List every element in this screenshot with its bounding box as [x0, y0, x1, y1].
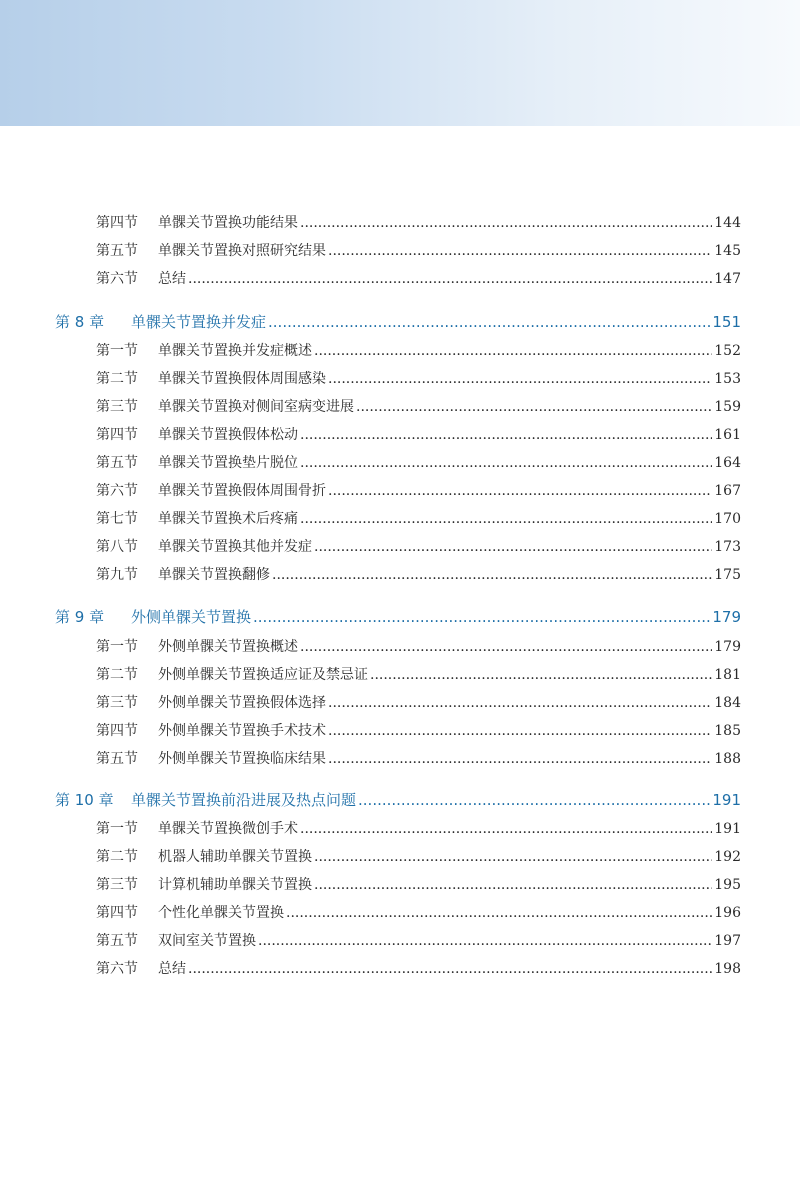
- leader-dots: [253, 608, 710, 626]
- entry-page: 145: [714, 243, 741, 259]
- entry-title: 双间室关节置换: [158, 933, 256, 949]
- entry-number: 第六节: [96, 271, 138, 287]
- entry-title: 总结: [158, 271, 186, 287]
- leader-dots: [300, 639, 712, 655]
- entry-title: 单髁关节置换对照研究结果: [158, 243, 326, 259]
- entry-number: 第四节: [96, 215, 138, 231]
- entry-page: 184: [714, 695, 741, 711]
- toc-chapter[interactable]: [55, 789, 741, 810]
- toc-entry[interactable]: [96, 902, 741, 922]
- entry-number: 第五节: [96, 243, 138, 259]
- entry-number: 第五节: [96, 933, 138, 949]
- leader-dots: [370, 667, 712, 683]
- leader-dots: [328, 751, 712, 767]
- entry-title: 单髁关节置换对侧间室病变进展: [158, 399, 354, 415]
- entry-page: 197: [714, 933, 741, 949]
- entry-title: 机器人辅助单髁关节置换: [158, 849, 312, 865]
- toc-entry[interactable]: [96, 564, 741, 584]
- leader-dots: [328, 371, 712, 387]
- chapter-page: 191: [712, 791, 741, 809]
- toc-entry[interactable]: [96, 958, 741, 978]
- entry-number: 第四节: [96, 723, 138, 739]
- entry-title: 单髁关节置换功能结果: [158, 215, 298, 231]
- entry-number: 第四节: [96, 427, 138, 443]
- entry-number: 第一节: [96, 343, 138, 359]
- entry-number: 第七节: [96, 511, 138, 527]
- entry-title: 单髁关节置换假体松动: [158, 427, 298, 443]
- toc-entry[interactable]: [96, 846, 741, 866]
- entry-title: 单髁关节置换微创手术: [158, 821, 298, 837]
- toc-entry[interactable]: [96, 508, 741, 528]
- chapter-title: 单髁关节置换前沿进展及热点问题: [131, 791, 357, 809]
- entry-number: 第六节: [96, 961, 138, 977]
- entry-page: 161: [714, 427, 741, 443]
- toc-entry[interactable]: [96, 480, 741, 500]
- leader-dots: [358, 791, 710, 809]
- header-banner: [0, 0, 800, 126]
- toc-entry[interactable]: [96, 424, 741, 444]
- leader-dots: [188, 961, 712, 977]
- entry-page: 192: [714, 849, 741, 865]
- entry-number: 第八节: [96, 539, 138, 555]
- leader-dots: [300, 215, 712, 231]
- toc-chapter[interactable]: [55, 606, 741, 627]
- leader-dots: [314, 877, 712, 893]
- leader-dots: [272, 567, 712, 583]
- entry-title: 单髁关节置换假体周围感染: [158, 371, 326, 387]
- toc-entry[interactable]: [96, 720, 741, 740]
- chapter-number: 第 10 章: [55, 791, 114, 809]
- entry-page: 179: [714, 639, 741, 655]
- toc-entry[interactable]: [96, 368, 741, 388]
- toc-entry[interactable]: [96, 536, 741, 556]
- toc-entry[interactable]: [96, 664, 741, 684]
- toc-entry[interactable]: [96, 692, 741, 712]
- entry-page: 198: [714, 961, 741, 977]
- toc-entry[interactable]: [96, 636, 741, 656]
- toc-entry[interactable]: [96, 748, 741, 768]
- entry-title: 外侧单髁关节置换假体选择: [158, 695, 326, 711]
- toc-entry[interactable]: [96, 268, 741, 288]
- toc-entry[interactable]: [96, 240, 741, 260]
- toc-chapter[interactable]: [55, 311, 741, 332]
- entry-page: 153: [714, 371, 741, 387]
- entry-number: 第五节: [96, 751, 138, 767]
- leader-dots: [356, 399, 712, 415]
- leader-dots: [314, 849, 712, 865]
- entry-number: 第三节: [96, 877, 138, 893]
- entry-number: 第一节: [96, 639, 138, 655]
- leader-dots: [300, 511, 712, 527]
- leader-dots: [300, 821, 712, 837]
- entry-page: 159: [714, 399, 741, 415]
- leader-dots: [300, 427, 712, 443]
- entry-page: 181: [714, 667, 741, 683]
- entry-title: 个性化单髁关节置换: [158, 905, 284, 921]
- toc-entry[interactable]: [96, 818, 741, 838]
- chapter-number: 第 8 章: [55, 313, 105, 331]
- leader-dots: [328, 723, 712, 739]
- entry-title: 单髁关节置换术后疼痛: [158, 511, 298, 527]
- entry-title: 单髁关节置换垫片脱位: [158, 455, 298, 471]
- leader-dots: [268, 313, 710, 331]
- entry-page: 173: [714, 539, 741, 555]
- entry-page: 195: [714, 877, 741, 893]
- leader-dots: [328, 483, 712, 499]
- entry-number: 第二节: [96, 371, 138, 387]
- leader-dots: [300, 455, 712, 471]
- toc-entry[interactable]: [96, 212, 741, 232]
- toc-entry[interactable]: [96, 930, 741, 950]
- leader-dots: [258, 933, 712, 949]
- leader-dots: [314, 539, 712, 555]
- toc-entry[interactable]: [96, 396, 741, 416]
- entry-page: 188: [714, 751, 741, 767]
- toc-entry[interactable]: [96, 340, 741, 360]
- entry-title: 外侧单髁关节置换概述: [158, 639, 298, 655]
- entry-page: 185: [714, 723, 741, 739]
- entry-title: 单髁关节置换并发症概述: [158, 343, 312, 359]
- leader-dots: [314, 343, 712, 359]
- leader-dots: [188, 271, 712, 287]
- entry-title: 计算机辅助单髁关节置换: [158, 877, 312, 893]
- leader-dots: [328, 695, 712, 711]
- entry-title: 外侧单髁关节置换临床结果: [158, 751, 326, 767]
- entry-number: 第三节: [96, 695, 138, 711]
- entry-page: 167: [714, 483, 741, 499]
- entry-title: 外侧单髁关节置换手术技术: [158, 723, 326, 739]
- chapter-page: 179: [712, 608, 741, 626]
- chapter-title: 外侧单髁关节置换: [131, 608, 252, 626]
- entry-number: 第四节: [96, 905, 138, 921]
- chapter-page: 151: [712, 313, 741, 331]
- toc-entry[interactable]: [96, 452, 741, 472]
- entry-page: 175: [714, 567, 741, 583]
- entry-page: 191: [714, 821, 741, 837]
- entry-number: 第九节: [96, 567, 138, 583]
- entry-number: 第二节: [96, 667, 138, 683]
- entry-number: 第五节: [96, 455, 138, 471]
- entry-title: 单髁关节置换翻修: [158, 567, 270, 583]
- entry-page: 170: [714, 511, 741, 527]
- chapter-title: 单髁关节置换并发症: [131, 313, 267, 331]
- entry-title: 外侧单髁关节置换适应证及禁忌证: [158, 667, 368, 683]
- entry-title: 总结: [158, 961, 186, 977]
- entry-page: 147: [714, 271, 741, 287]
- leader-dots: [286, 905, 712, 921]
- entry-title: 单髁关节置换假体周围骨折: [158, 483, 326, 499]
- entry-number: 第一节: [96, 821, 138, 837]
- entry-number: 第六节: [96, 483, 138, 499]
- entry-page: 196: [714, 905, 741, 921]
- entry-number: 第二节: [96, 849, 138, 865]
- entry-page: 164: [714, 455, 741, 471]
- entry-title: 单髁关节置换其他并发症: [158, 539, 312, 555]
- toc-entry[interactable]: [96, 874, 741, 894]
- leader-dots: [328, 243, 712, 259]
- entry-page: 152: [714, 343, 741, 359]
- chapter-number: 第 9 章: [55, 608, 105, 626]
- entry-page: 144: [714, 215, 741, 231]
- entry-number: 第三节: [96, 399, 138, 415]
